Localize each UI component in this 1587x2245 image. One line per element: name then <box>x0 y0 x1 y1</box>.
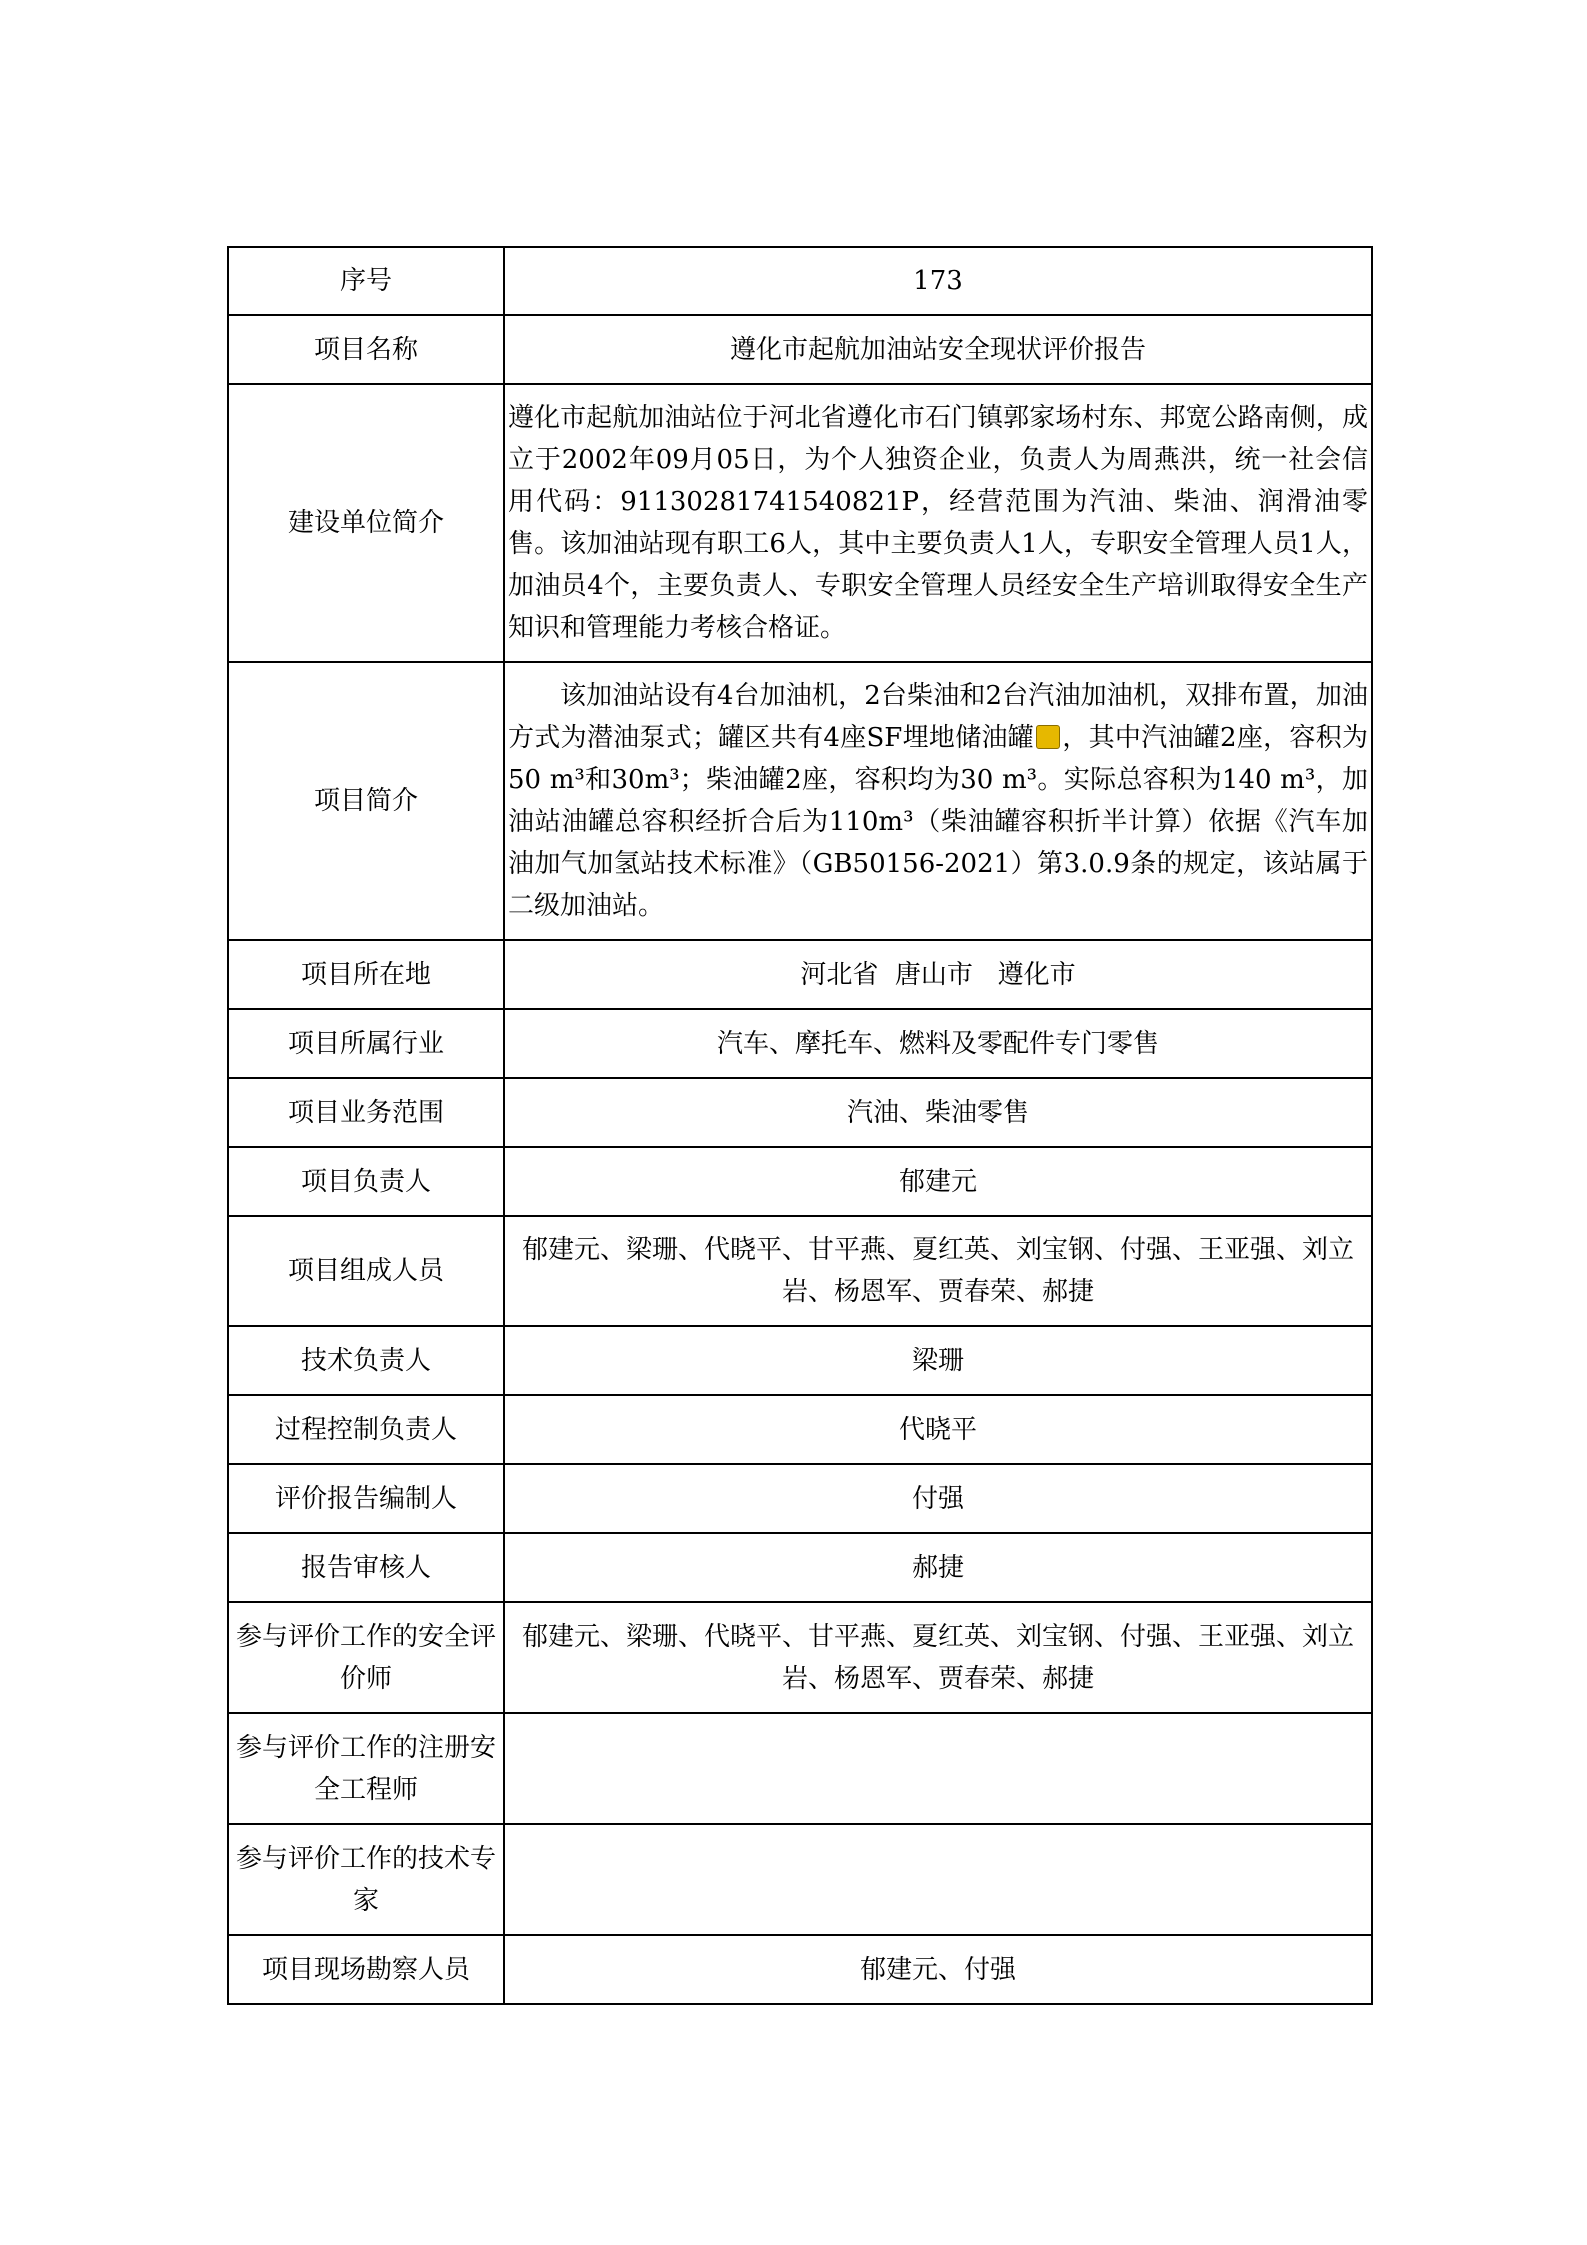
table-row <box>228 1713 1372 1824</box>
table-row <box>228 384 1372 662</box>
row-value-technical-experts <box>504 1824 1372 1935</box>
table-row <box>228 1935 1372 2004</box>
table-row <box>228 1009 1372 1078</box>
table-row <box>228 247 1372 315</box>
table-row <box>228 1078 1372 1147</box>
table-row <box>228 315 1372 384</box>
row-value-industry: 汽车、摩托车、燃料及零配件专门零售 <box>504 1009 1372 1078</box>
row-label-process-control-leader: 过程控制负责人 <box>228 1395 504 1464</box>
row-label-registered-engineers: 参与评价工作的注册安全工程师 <box>228 1713 504 1824</box>
table-row <box>228 1602 1372 1713</box>
row-label-location: 项目所在地 <box>228 940 504 1009</box>
row-label-business-scope: 项目业务范围 <box>228 1078 504 1147</box>
row-value-report-author: 付强 <box>504 1464 1372 1533</box>
row-label-technical-experts: 参与评价工作的技术专家 <box>228 1824 504 1935</box>
row-value-safety-assessors: 郁建元、梁珊、代晓平、甘平燕、夏红英、刘宝钢、付强、王亚强、刘立岩、杨恩军、贾春荣、郝捷 <box>504 1602 1372 1713</box>
project-intro-text-b: ，其中汽油罐2座，容积为50 m³和30m³；柴油罐2座，容积均为30 m³。实际总容积为140 m³，加油站油罐总容积经折合后为110m³（柴油罐容积折半计算）依据《汽车加油加气加氢站技术标准》（GB50156-2021）第3.0.9条的规定，该站属于二级加油站。 <box>508 723 1368 921</box>
row-value-location: 河北省 唐山市 遵化市 <box>504 940 1372 1009</box>
row-label-company-intro: 建设单位简介 <box>228 384 504 662</box>
row-value-serial: 173 <box>504 247 1372 315</box>
row-value-technical-leader: 梁珊 <box>504 1326 1372 1395</box>
table-row <box>228 1824 1372 1935</box>
row-label-safety-assessors: 参与评价工作的安全评价师 <box>228 1602 504 1713</box>
row-value-report-reviewer: 郝捷 <box>504 1533 1372 1602</box>
table-row <box>228 940 1372 1009</box>
row-label-project-intro: 项目简介 <box>228 662 504 940</box>
row-label-serial: 序号 <box>228 247 504 315</box>
table-row <box>228 1147 1372 1216</box>
row-label-team-members: 项目组成人员 <box>228 1216 504 1326</box>
row-value-company-intro: 遵化市起航加油站位于河北省遵化市石门镇郭家场村东、邦宽公路南侧，成立于2002年09月05日，为个人独资企业，负责人为周燕洪，统一社会信用代码：91130281741540821P，经营范围为汽油、柴油、润滑油零售。该加油站现有职工6人，其中主要负责人1人，专职安全管理人员1人，加油员4个，主要负责人、专职安全管理人员经安全生产培训取得安全生产知识和管理能力考核合格证。 <box>504 384 1372 662</box>
row-value-process-control-leader: 代晓平 <box>504 1395 1372 1464</box>
row-value-team-members: 郁建元、梁珊、代晓平、甘平燕、夏红英、刘宝钢、付强、王亚强、刘立岩、杨恩军、贾春荣、郝捷 <box>504 1216 1372 1326</box>
table-row <box>228 1533 1372 1602</box>
table-row <box>228 1464 1372 1533</box>
row-value-project-name: 遵化市起航加油站安全现状评价报告 <box>504 315 1372 384</box>
row-label-site-survey-staff: 项目现场勘察人员 <box>228 1935 504 2004</box>
row-value-project-intro <box>504 662 1372 940</box>
table-row <box>228 1395 1372 1464</box>
row-value-business-scope: 汽油、柴油零售 <box>504 1078 1372 1147</box>
row-value-site-survey-staff: 郁建元、付强 <box>504 1935 1372 2004</box>
row-label-industry: 项目所属行业 <box>228 1009 504 1078</box>
row-label-project-leader: 项目负责人 <box>228 1147 504 1216</box>
row-label-technical-leader: 技术负责人 <box>228 1326 504 1395</box>
annotation-mark-icon <box>1036 725 1060 749</box>
row-label-report-reviewer: 报告审核人 <box>228 1533 504 1602</box>
table-row <box>228 1216 1372 1326</box>
row-value-registered-engineers <box>504 1713 1372 1824</box>
project-info-table <box>227 246 1373 2005</box>
project-intro-text-a: 该加油站设有4台加油机，2台柴油和2台汽油加油机，双排布置，加油方式为潜油泵式；罐区共有4座SF埋地储油罐 <box>508 681 1368 753</box>
table-row <box>228 662 1372 940</box>
row-value-project-leader: 郁建元 <box>504 1147 1372 1216</box>
row-label-report-author: 评价报告编制人 <box>228 1464 504 1533</box>
table-row <box>228 1326 1372 1395</box>
row-label-project-name: 项目名称 <box>228 315 504 384</box>
